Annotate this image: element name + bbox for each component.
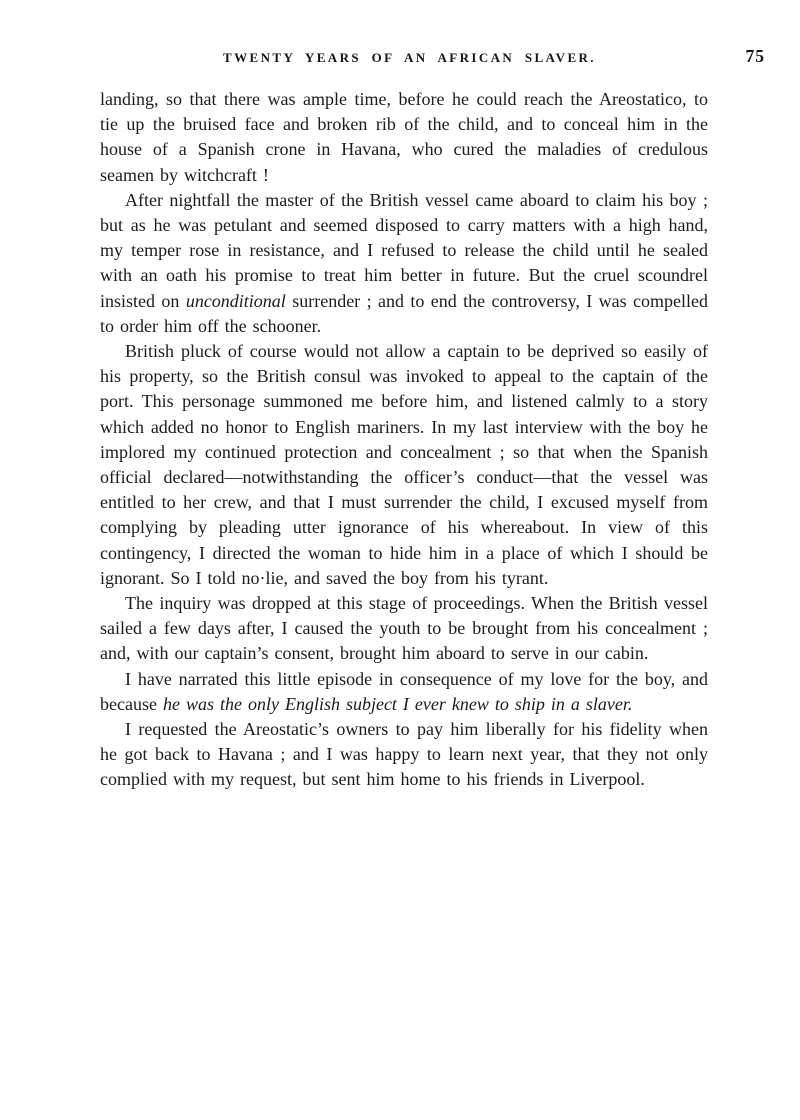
text-run: landing, so that there was ample time, before he could reach the Areostatico, to tie up the bruised face and broken rib of the child, and to conceal him in the house of a Spanish crone in Havana, who cured the maladies of credulous seamen by witchcraft ! <box>100 89 708 185</box>
paragraph <box>100 188 708 339</box>
paragraph <box>100 667 708 717</box>
italic-text-run: he was the only English subject I ever knew to ship in a slaver. <box>162 693 633 714</box>
italic-text-run: unconditional <box>185 290 286 311</box>
page-header <box>100 46 765 74</box>
text-run: I have narrated this little episode in consequence of my love for the boy, and because <box>100 668 708 714</box>
text-run: The inquiry was dropped at this stage of proceedings. When the British vessel sailed a few days after, I caused the youth to be brought from his concealment ; and, with our captain’s consent, brought him aboard to serve in our cabin. <box>100 593 708 664</box>
text-run: I requested the Areostatic’s owners to pay him liberally for his fidelity when he got back to Havana ; and I was happy to learn next year, that they not only complied with my request, but sent him home to his friends in Liverpool. <box>100 719 708 790</box>
page-body <box>100 87 708 793</box>
paragraph <box>100 717 708 793</box>
running-title: TWENTY YEARS OF AN AFRICAN SLAVER. <box>223 50 596 65</box>
paragraph <box>100 591 708 667</box>
text-run: After nightfall the master of the British vessel came aboard to claim his boy ; but as he was petulant and seemed disposed to carry matters with a high hand, my temper rose in resistance, and I refused to release the child until he sealed with an oath his promise to treat him better in future. But the cruel scoundrel insisted on <box>100 189 708 311</box>
paragraph <box>100 87 708 188</box>
text-run: surrender ; and to end the controversy, I was compelled to order him off the schooner. <box>100 290 708 336</box>
page-number: 75 <box>745 46 765 66</box>
text-run: British pluck of course would not allow a captain to be deprived so easily of his property, so the British consul was invoked to appeal to the captain of the port. This personage summoned me before him, and listened calmly to a story which added no honor to English mariners. In my last interview with the boy he implored my continued protection and concealment ; so that when the Spanish official declared—notwithstanding the officer’s conduct—that the vessel was entitled to her crew, and that I must surrender the child, I excused myself from complying by pleading utter ignorance of his whereabout. In view of this contingency, I directed the woman to hide him in a place of which I should be ignorant. So I told no·lie, and saved the boy from his tyrant. <box>100 341 708 588</box>
paragraph <box>100 339 708 591</box>
